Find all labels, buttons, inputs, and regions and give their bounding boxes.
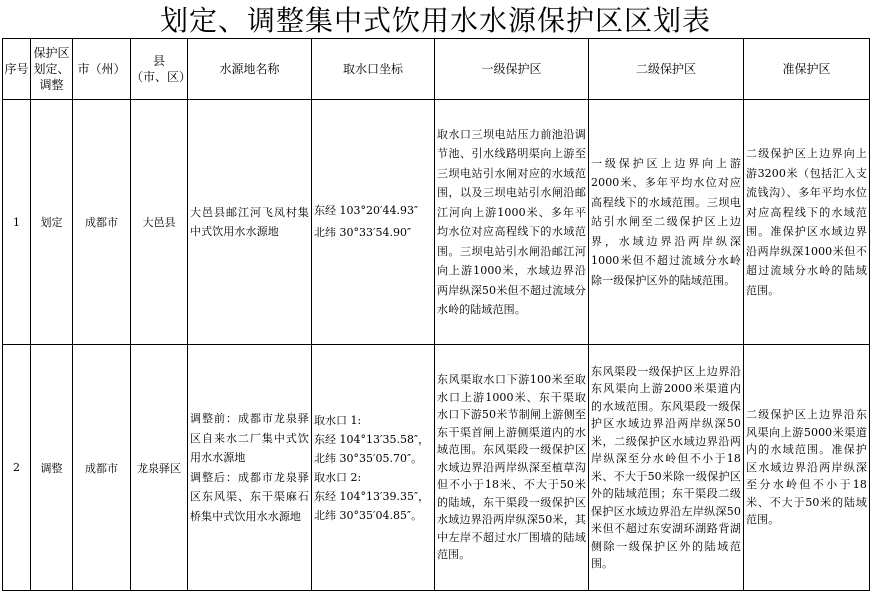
row-zone-quasi: 二级保护区上边界向上游3200米（包括汇入支流钱沟）、多年平均水位对应高程线下的水域范围。准保护区水域边界沿两岸纵深1000米但不超过流域分水岭的陆域范围。 (744, 100, 870, 345)
coord-line: 东经 104°13′39.35″，北纬 30°35′04.85″。 (314, 489, 430, 522)
header-city: 市（州） (73, 39, 131, 100)
row-action: 调整 (31, 345, 73, 591)
header-intake-coords: 取水口坐标 (312, 39, 435, 100)
header-county-line: （市、区） (131, 70, 192, 84)
header-zone-quasi: 准保护区 (744, 39, 870, 100)
row-county: 大邑县 (131, 100, 188, 345)
header-source-name: 水源地名称 (188, 39, 312, 100)
coord-line: 东经 103°20′44.93″ (314, 204, 419, 217)
table-header-row (3, 39, 870, 100)
table-row (3, 100, 870, 345)
header-action (31, 39, 73, 100)
coord-line: 北纬 30°33′54.90″ (314, 226, 412, 239)
row-county: 龙泉驿区 (131, 345, 188, 591)
header-action-line: 保护区 (33, 46, 70, 60)
row-coords (312, 345, 435, 591)
coord-line: 东经 104°13′35.58″，北纬 30°35′05.70″。 (314, 432, 430, 465)
row-coords (312, 100, 435, 345)
coord-line: 取水口 1: (314, 413, 362, 427)
header-county (131, 39, 192, 100)
table-row (3, 345, 870, 591)
coord-line: 取水口 2: (314, 470, 362, 484)
row-zone2: 东风渠段一级保护区上边界沿东风渠向上游2000米渠道内的水域范围。东风渠段一级保护区水域边界沿两岸纵深50米，二级保护区水域边界沿两岸纵深至分水岭但不小于18米、不大于50米除一级保护区外的陆域范围；东干渠段二级保护区水域边界沿左岸纵深50米但不超过东安湖环湖路背湖侧除一级保护区外的陆域范围。 (589, 345, 744, 591)
zoning-table (2, 38, 870, 591)
header-action-line: 调整 (39, 78, 64, 92)
row-source-name: 大邑县邮江河飞凤村集中式饮用水水源地 (188, 100, 312, 345)
row-city: 成都市 (73, 345, 131, 591)
header-zone1: 一级保护区 (435, 39, 589, 100)
page-title: 划定、调整集中式饮用水水源保护区区划表 (159, 4, 711, 37)
header-zone2: 二级保护区 (589, 39, 744, 100)
header-index: 序号 (3, 39, 31, 100)
row-index: 2 (3, 345, 31, 591)
row-source-name: 调整前：成都市龙泉驿区自来水二厂集中式饮用水水源地 调整后：成都市龙泉驿区东风渠、东干渠麻石桥集中式饮用水水源地 (188, 345, 312, 591)
row-zone-quasi: 二级保护区上边界沿东风渠向上游5000米渠道内的水域范围。准保护区水域边界沿两岸纵深至分水岭但不小于18米、不大于50米的陆域范围。 (744, 345, 870, 591)
row-index: 1 (3, 100, 31, 345)
row-city: 成都市 (73, 100, 131, 345)
header-action-line: 划定、 (33, 62, 70, 76)
header-county-line: 县 (152, 54, 165, 68)
row-zone1: 取水口三坝电站压力前池沿调节池、引水线路明渠向上游至三坝电站引水闸对应的水域范围，以及三坝电站引水闸沿邮江河向上游1000米、多年平均水位对应高程线下的水域范围。三坝电站引水闸沿邮江河向上游1000米，水域边界沿两岸纵深50米但不超过流域分水岭的陆域范围。 (435, 100, 589, 345)
row-action: 划定 (31, 100, 73, 345)
row-zone2: 一级保护区上边界向上游2000米、多年平均水位对应高程线下的水域范围。三坝电站引水闸至二级保护区上边界，水域边界沿两岸纵深1000米但不超过流域分水岭除一级保护区外的陆域范围。 (589, 100, 744, 345)
row-zone1: 东风渠取水口下游100米至取水口上游1000米、东干渠取水口下游50米节制闸上游侧至东干渠首闸上游侧渠道内的水域范围。东风渠段一级保护区水域边界沿两岸纵深至植草沟但不小于18米、不大于50米的陆域，东干渠段一级保护区水域边界沿两岸纵深50米，其中左岸不超过水厂围墙的陆域范围。 (435, 345, 589, 591)
